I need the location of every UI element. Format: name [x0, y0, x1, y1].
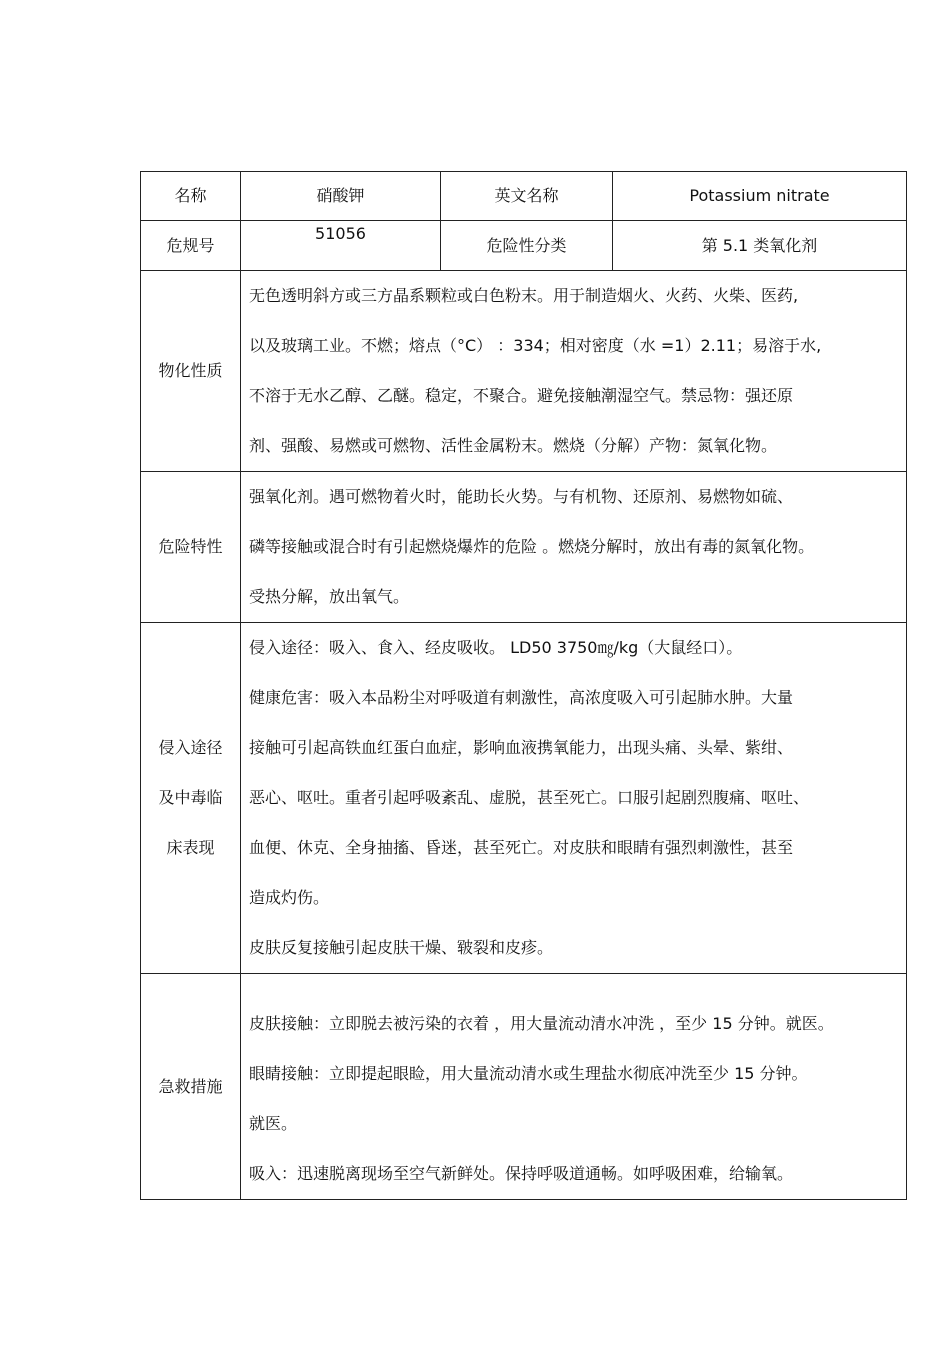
name-row: [141, 172, 907, 221]
toxicity-line: 恶心、呕吐。重者引起呼吸紊乱、虚脱，甚至死亡。口服引起剧烈腹痛、呕吐、: [249, 788, 810, 807]
hazard-class-value: 第 5.1 类氧化剂: [613, 221, 907, 271]
properties-line: 以及玻璃工业。不燃；熔点（°C） ：334；相对密度（水 =1）2.11；易溶于水,: [249, 336, 822, 355]
code-row: [141, 221, 907, 271]
properties-line: 不溶于无水乙醇、乙醚。稳定，不聚合。避免接触潮湿空气。禁忌物：强还原: [249, 386, 794, 405]
toxicity-text: [241, 623, 907, 974]
first-aid-row: [141, 974, 907, 1200]
properties-line: 无色透明斜方或三方晶系颗粒或白色粉末。用于制造烟火、火药、火柴、医药,: [249, 286, 799, 305]
first-aid-line: 就医。: [249, 1114, 298, 1133]
toxicity-line: 侵入途径：吸入、食入、经皮吸收。 LD50 3750㎎/kg（大鼠经口）。: [249, 638, 743, 657]
properties-label: 物化性质: [141, 271, 241, 472]
first-aid-line: 吸入：迅速脱离现场至空气新鲜处。保持呼吸道通畅。如呼吸困难，给输氧。: [249, 1164, 794, 1183]
hazard-code-cell: [241, 221, 441, 271]
toxicity-line: 皮肤反复接触引起皮肤干燥、皲裂和皮疹。: [249, 938, 554, 957]
hazard-row: [141, 472, 907, 623]
hazard-line: 受热分解，放出氧气。: [249, 587, 410, 606]
name-label: 名称: [141, 172, 241, 221]
toxicity-line: 健康危害：吸入本品粉尘对呼吸道有刺激性，高浓度吸入可引起肺水肿。大量: [249, 688, 794, 707]
hazard-code-label: 危规号: [141, 221, 241, 271]
first-aid-line: 眼睛接触：立即提起眼睑，用大量流动清水或生理盐水彻底冲洗至少 15 分钟。: [249, 1064, 808, 1083]
first-aid-line: 皮肤接触：立即脱去被污染的衣着 ，用大量流动清水冲洗 ，至少 15 分钟。就医。: [249, 1014, 834, 1033]
english-name-value: Potassium nitrate: [613, 172, 907, 221]
name-value: 硝酸钾: [241, 172, 441, 221]
hazard-line: 磷等接触或混合时有引起燃烧爆炸的危险 。燃烧分解时，放出有毒的氮氧化物。: [249, 537, 815, 556]
toxicity-label-line: 侵入途径: [158, 738, 223, 757]
toxicity-line: 造成灼伤。: [249, 888, 330, 907]
toxicity-line: 接触可引起高铁血红蛋白血症，影响血液携氧能力，出现头痛、头晕、紫绀、: [249, 738, 794, 757]
hazard-label: 危险特性: [141, 472, 241, 623]
properties-line: 剂、强酸、易燃或可燃物、活性金属粉末。燃烧（分解）产物：氮氧化物。: [249, 436, 778, 455]
msds-table: [140, 171, 907, 1200]
toxicity-label-line: 及中毒临: [158, 788, 223, 807]
first-aid-text: [241, 974, 907, 1200]
hazard-line: 强氧化剂。遇可燃物着火时，能助长火势。与有机物、还原剂、易燃物如硫、: [249, 487, 794, 506]
hazard-code-value: 51056: [315, 224, 366, 243]
toxicity-line: 血便、休克、全身抽搐、昏迷，甚至死亡。对皮肤和眼睛有强烈刺激性，甚至: [249, 838, 794, 857]
properties-row: [141, 271, 907, 472]
toxicity-label-line: 床表现: [166, 838, 215, 857]
toxicity-label: [141, 623, 241, 974]
english-name-label: 英文名称: [441, 172, 613, 221]
properties-text: [241, 271, 907, 472]
hazard-text: [241, 472, 907, 623]
hazard-class-label: 危险性分类: [441, 221, 613, 271]
first-aid-label: 急救措施: [141, 974, 241, 1200]
toxicity-row: [141, 623, 907, 974]
